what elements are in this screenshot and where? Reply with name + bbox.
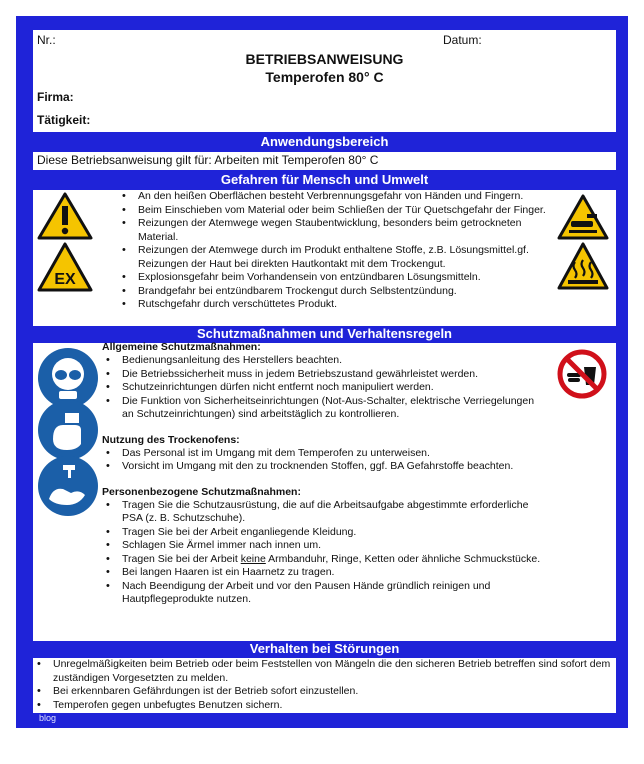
anwendungsbereich-box	[33, 152, 616, 170]
personen-item: • Bei langen Haaren ist ein Haarnetz zu tragen.	[102, 566, 547, 580]
hand-crush-warning-icon	[557, 194, 609, 240]
watermark-text: blog	[39, 713, 57, 723]
firma-label: Firma:	[37, 90, 74, 104]
stoerungen-item: • Temperofen gegen unbefugtes Benutzen sichern.	[33, 699, 611, 713]
nutzung-list	[102, 447, 547, 474]
no-food-drink-prohibition-icon	[557, 349, 607, 399]
stoerungen-box	[33, 658, 616, 713]
allgemein-title: Allgemeine Schutzmaßnahmen:	[102, 341, 261, 353]
gefahren-item: • Brandgefahr bei entzündbarem Trockengut durch Selbstentzündung.	[118, 285, 554, 299]
personen-item-jewelry	[102, 553, 547, 567]
gefahren-item: • Reizungen der Atemwege durch im Produkt enthaltene Stoffe, z.B. Lösungsmittel.gf. Reizungen der Haut bei direkten Hautkontakt mit dem Trockengut.	[118, 244, 554, 271]
document-subtitle: Temperofen 80° C	[265, 69, 384, 85]
hand-washing-mandatory-icon	[37, 455, 99, 517]
taetigkeit-label: Tätigkeit:	[37, 113, 91, 127]
section-heading-stoerungen: Verhalten bei Störungen	[33, 641, 616, 657]
allgemein-item: • Schutzeinrichtungen dürfen nicht entfernt noch manipuliert werden.	[102, 381, 547, 395]
allgemein-item: • Die Betriebssicherheit muss in jedem Betriebszustand gewährleistet werden.	[102, 368, 547, 382]
gefahren-list-wrap	[118, 190, 554, 312]
stoerungen-item: • Unregelmäßigkeiten beim Betrieb oder beim Feststellen von Mängeln die den sicheren Betrieb betreffen sind sofort dem zuständigen Vorgesetzten zu melden.	[33, 658, 611, 685]
header-box	[33, 30, 616, 132]
personen-item: • Tragen Sie bei der Arbeit enganliegende Kleidung.	[102, 526, 547, 540]
section-heading-schutz: Schutzmaßnahmen und Verhaltensregeln	[33, 326, 616, 342]
datum-label: Datum:	[443, 33, 482, 47]
allgemein-item: • Bedienungsanleitung des Herstellers beachten.	[102, 354, 547, 368]
stoerungen-list	[33, 658, 611, 712]
allgemein-list	[102, 354, 547, 422]
personen-item: • Schlagen Sie Ärmel immer nach innen um.	[102, 539, 547, 553]
personen-title: Personenbezogene Schutzmaßnahmen:	[102, 485, 301, 498]
ex-label: EX	[54, 271, 76, 288]
personen-item: • Tragen Sie die Schutzausrüstung, die auf die Arbeitsaufgabe abgestimmte erforderliche PSA (z. B. Schutzschuhe).	[102, 499, 547, 526]
gefahren-item: • Reizungen der Atemwege wegen Staubentwicklung, besonders beim getrockneten Material.	[118, 217, 554, 244]
gefahren-list	[118, 190, 554, 312]
stoerungen-item: • Bei erkennbaren Gefährdungen ist der Betrieb sofort einzustellen.	[33, 685, 611, 699]
jewelry-text-keine: keine	[240, 552, 266, 565]
anwendungsbereich-text: Diese Betriebsanweisung gilt für: Arbeiten mit Temperofen 80° C	[37, 153, 379, 167]
nutzung-item: • Vorsicht im Umgang mit den zu trocknenden Stoffen, ggf. BA Gefahrstoffe beachten.	[102, 460, 547, 474]
section-heading-anwendungsbereich: Anwendungsbereich	[33, 134, 616, 150]
hand-protection-mandatory-icon	[37, 399, 99, 461]
gefahren-item: • Rutschgefahr durch verschüttetes Produkt.	[118, 298, 554, 312]
section-heading-gefahren: Gefahren für Mensch und Umwelt	[33, 172, 616, 188]
gefahren-item: • Beim Einschieben vom Material oder beim Schließen der Tür Quetschgefahr der Finger.	[118, 204, 554, 218]
schutz-box	[33, 343, 616, 641]
general-warning-icon	[37, 192, 93, 240]
document-title: BETRIEBSANWEISUNG	[245, 51, 404, 67]
nutzung-title: Nutzung des Trockenofens:	[102, 433, 240, 446]
jewelry-text-pre: Tragen Sie bei der Arbeit	[122, 552, 241, 565]
nr-label: Nr.:	[37, 33, 56, 47]
gefahren-item: • An den heißen Oberflächen besteht Verbrennungsgefahr von Händen und Fingern.	[118, 190, 554, 204]
hot-surface-warning-icon	[557, 242, 609, 290]
gefahren-box	[33, 190, 616, 326]
personen-item: • Nach Beendigung der Arbeit und vor den Pausen Hände gründlich reinigen und Hautpflegeprodukte nutzen.	[102, 580, 547, 607]
jewelry-text-post: Armbanduhr, Ringe, Ketten oder ähnliche Schmuckstücke.	[265, 552, 541, 565]
gefahren-item: • Explosionsgefahr beim Vorhandensein von entzündbaren Lösungsmitteln.	[118, 271, 554, 285]
personen-list	[102, 499, 547, 607]
schutz-content	[102, 341, 547, 607]
nutzung-item: • Das Personal ist im Umgang mit dem Temperofen zu unterweisen.	[102, 447, 547, 461]
allgemein-item: • Die Funktion von Sicherheitseinrichtungen (Not-Aus-Schalter, elektrische Verriegelungen an Schutzeinrichtungen) sind arbeitstäglich zu kontrollieren.	[102, 395, 547, 422]
